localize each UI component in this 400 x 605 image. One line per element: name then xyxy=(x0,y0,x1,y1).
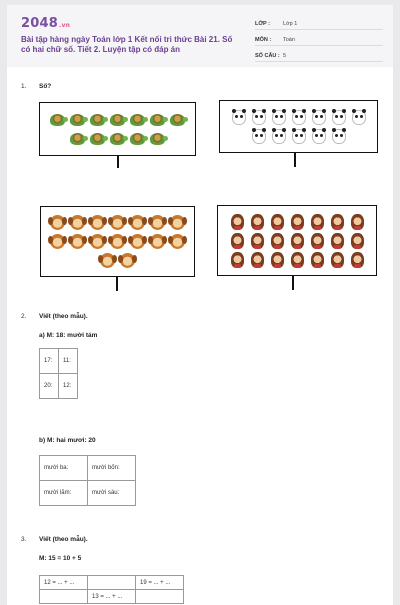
turtle-picture-box xyxy=(39,102,196,156)
puppy-icon-shape xyxy=(70,215,85,230)
monkey-icon xyxy=(288,232,306,250)
monkey-icon-shape xyxy=(291,252,304,268)
panda-icon-shape xyxy=(292,110,306,125)
puppy-icon-shape xyxy=(50,234,65,249)
monkey-icon-shape xyxy=(291,233,304,249)
panda-icon xyxy=(310,108,328,126)
puppy-box-connector xyxy=(116,277,118,291)
panda-icon xyxy=(290,108,308,126)
puppy-icon xyxy=(149,233,167,251)
answer-cell[interactable]: 12 = ... + ... xyxy=(40,576,88,590)
puppy-icon-shape xyxy=(170,215,185,230)
turtle-icon xyxy=(69,111,87,129)
puppy-icon-shape xyxy=(130,215,145,230)
puppy-picture-box xyxy=(40,206,195,277)
monkey-icon-shape xyxy=(251,252,264,268)
monkey-icon xyxy=(248,232,266,250)
turtle-icon-shape xyxy=(50,114,65,126)
puppy-icon xyxy=(99,252,117,270)
monkey-icon-shape xyxy=(311,252,324,268)
turtle-icon-shape xyxy=(110,114,125,126)
meta-row-question-count: SỐ CÂU : 5 xyxy=(255,47,383,62)
puppy-icon-shape xyxy=(170,234,185,249)
puppy-icon-shape xyxy=(70,234,85,249)
panda-icon-shape xyxy=(312,129,326,144)
monkey-icon xyxy=(328,232,346,250)
panda-icon xyxy=(290,127,308,145)
turtle-icon xyxy=(109,111,127,129)
puppy-icon-shape xyxy=(110,215,125,230)
turtle-icon-shape xyxy=(150,133,165,145)
monkey-box-connector xyxy=(292,276,294,290)
monkey-icon-shape xyxy=(351,233,364,249)
panda-picture-box xyxy=(219,100,378,153)
puppy-icon xyxy=(149,214,167,232)
monkey-icon-shape xyxy=(331,252,344,268)
panda-icon xyxy=(310,127,328,145)
monkey-icon xyxy=(308,232,326,250)
puppy-icon xyxy=(109,214,127,232)
answer-cell[interactable]: 19 = ... + ... xyxy=(136,576,184,590)
monkey-icon xyxy=(348,213,366,231)
panda-icon-shape xyxy=(312,110,326,125)
monkey-icon-shape xyxy=(351,214,364,230)
monkey-icon-shape xyxy=(331,233,344,249)
panda-icon-shape xyxy=(252,129,266,144)
puppy-icon-shape xyxy=(50,215,65,230)
monkey-icon xyxy=(328,251,346,269)
monkey-icon-shape xyxy=(271,214,284,230)
table-row xyxy=(40,374,78,399)
turtle-icon xyxy=(109,130,127,148)
monkey-icon xyxy=(348,251,366,269)
monkey-icon-shape xyxy=(311,214,324,230)
monkey-icon xyxy=(268,251,286,269)
puppy-icon-shape xyxy=(90,215,105,230)
monkey-icon xyxy=(288,213,306,231)
monkey-icon xyxy=(228,232,246,250)
turtle-icon-shape xyxy=(150,114,165,126)
panda-icon xyxy=(330,108,348,126)
panda-icon xyxy=(350,108,368,126)
panda-icon-shape xyxy=(332,129,346,144)
monkey-icon xyxy=(308,251,326,269)
answer-cell[interactable]: 13 = ... + ... xyxy=(88,590,136,604)
turtle-icon xyxy=(149,130,167,148)
puppy-icon-shape xyxy=(100,253,115,268)
monkey-icon xyxy=(248,213,266,231)
puppy-icon xyxy=(89,214,107,232)
panda-icon xyxy=(270,108,288,126)
table-row xyxy=(40,576,184,590)
puppy-icon xyxy=(169,214,187,232)
site-logo[interactable]: 2048.vn xyxy=(21,16,71,31)
panda-icon-shape xyxy=(292,129,306,144)
monkey-icon xyxy=(268,232,286,250)
answer-cell[interactable]: 12: xyxy=(59,374,78,399)
puppy-icon xyxy=(69,233,87,251)
puppy-icon xyxy=(69,214,87,232)
worksheet-header xyxy=(7,5,393,67)
turtle-icon-shape xyxy=(170,114,185,126)
turtle-icon-shape xyxy=(130,114,145,126)
panda-icon xyxy=(230,108,248,126)
monkey-icon-shape xyxy=(231,233,244,249)
puppy-icon-shape xyxy=(120,253,135,268)
turtle-icon xyxy=(49,111,67,129)
turtle-icon-shape xyxy=(90,133,105,145)
table-row xyxy=(40,456,136,481)
monkey-icon xyxy=(228,213,246,231)
puppy-icon-shape xyxy=(110,234,125,249)
monkey-picture-box xyxy=(217,205,377,276)
panda-icon xyxy=(330,127,348,145)
answer-cell[interactable]: mười ba: xyxy=(40,456,88,481)
panda-icon xyxy=(270,127,288,145)
turtle-icon-shape xyxy=(130,133,145,145)
question-3-example: M: 15 = 10 + 5 xyxy=(39,555,82,562)
puppy-icon-shape xyxy=(150,234,165,249)
panda-icon-shape xyxy=(252,110,266,125)
monkey-icon xyxy=(228,251,246,269)
panda-box-connector xyxy=(294,153,296,167)
table-row xyxy=(40,349,78,374)
worksheet-title: Bài tập hàng ngày Toán lớp 1 Kết nối tri thức Bài 21. Số có hai chữ số. Tiết 2. Luyện tập có đáp án xyxy=(21,35,233,54)
turtle-box-connector xyxy=(117,156,119,168)
meta-row-subject: MÔN : Toán xyxy=(255,31,383,46)
turtle-icon xyxy=(89,130,107,148)
puppy-icon xyxy=(109,233,127,251)
puppy-icon xyxy=(169,233,187,251)
table-row xyxy=(40,590,184,604)
question-2a-table xyxy=(39,348,78,399)
monkey-icon xyxy=(348,232,366,250)
turtle-icon-shape xyxy=(70,114,85,126)
panda-icon xyxy=(250,108,268,126)
panda-icon-shape xyxy=(352,110,366,125)
answer-cell[interactable]: 20: xyxy=(40,374,59,399)
monkey-icon-shape xyxy=(231,214,244,230)
answer-cell[interactable]: mười sáu: xyxy=(88,481,136,506)
monkey-icon-shape xyxy=(271,233,284,249)
turtle-icon xyxy=(129,130,147,148)
puppy-icon xyxy=(49,233,67,251)
panda-icon-shape xyxy=(332,110,346,125)
monkey-icon-shape xyxy=(331,214,344,230)
table-row xyxy=(40,481,136,506)
puppy-icon xyxy=(129,214,147,232)
monkey-icon-shape xyxy=(231,252,244,268)
puppy-icon xyxy=(119,252,137,270)
answer-cell-empty[interactable] xyxy=(136,590,184,604)
turtle-icon-shape xyxy=(70,133,85,145)
question-2b-table xyxy=(39,455,136,506)
monkey-icon-shape xyxy=(291,214,304,230)
monkey-icon xyxy=(328,213,346,231)
panda-icon xyxy=(250,127,268,145)
answer-cell-empty[interactable] xyxy=(40,590,88,604)
panda-icon-shape xyxy=(272,110,286,125)
panda-icon-shape xyxy=(272,129,286,144)
monkey-icon xyxy=(248,251,266,269)
question-2b-example: b) M: hai mươi: 20 xyxy=(39,437,96,444)
panda-icon-shape xyxy=(232,110,246,125)
question-2a-example: a) M: 18: mười tám xyxy=(39,332,98,339)
puppy-icon xyxy=(129,233,147,251)
monkey-icon xyxy=(288,251,306,269)
answer-cell[interactable]: mười bốn: xyxy=(88,456,136,481)
turtle-icon-shape xyxy=(90,114,105,126)
turtle-icon xyxy=(69,130,87,148)
worksheet-page: 2048.vn Bài tập hàng ngày Toán lớp 1 Kết nối tri thức Bài 21. Số có hai chữ số. Tiết 2. Luyện tập có đáp án LỚP : Lớp 1 MÔN : Toán SỐ CÂU : 5 1. Số? 2. Viết (theo mẫu). a) M: 18: mười tám 17: 11: 20: 12: b) M: hai mươi: 20 mười ba: mười bốn: mười lăm: mười sáu: 3. Viết (theo mẫu). M: 15 = 10 + 5 12 = ... + ... 19 = ... + ... 13 = ... + ... xyxy=(7,5,393,605)
worksheet-meta xyxy=(255,15,383,63)
puppy-icon-shape xyxy=(150,215,165,230)
puppy-icon xyxy=(89,233,107,251)
answer-cell[interactable]: 11: xyxy=(59,349,78,374)
monkey-icon-shape xyxy=(311,233,324,249)
turtle-icon xyxy=(129,111,147,129)
answer-cell[interactable]: 17: xyxy=(40,349,59,374)
monkey-icon xyxy=(268,213,286,231)
turtle-icon xyxy=(149,111,167,129)
answer-cell-empty[interactable] xyxy=(88,576,136,590)
puppy-icon xyxy=(49,214,67,232)
turtle-icon xyxy=(169,111,187,129)
answer-cell[interactable]: mười lăm: xyxy=(40,481,88,506)
puppy-icon-shape xyxy=(130,234,145,249)
turtle-icon-shape xyxy=(110,133,125,145)
monkey-icon-shape xyxy=(251,214,264,230)
monkey-icon-shape xyxy=(271,252,284,268)
turtle-icon xyxy=(89,111,107,129)
monkey-icon-shape xyxy=(351,252,364,268)
monkey-icon xyxy=(308,213,326,231)
monkey-icon-shape xyxy=(251,233,264,249)
puppy-icon-shape xyxy=(90,234,105,249)
meta-row-class: LỚP : Lớp 1 xyxy=(255,15,383,30)
